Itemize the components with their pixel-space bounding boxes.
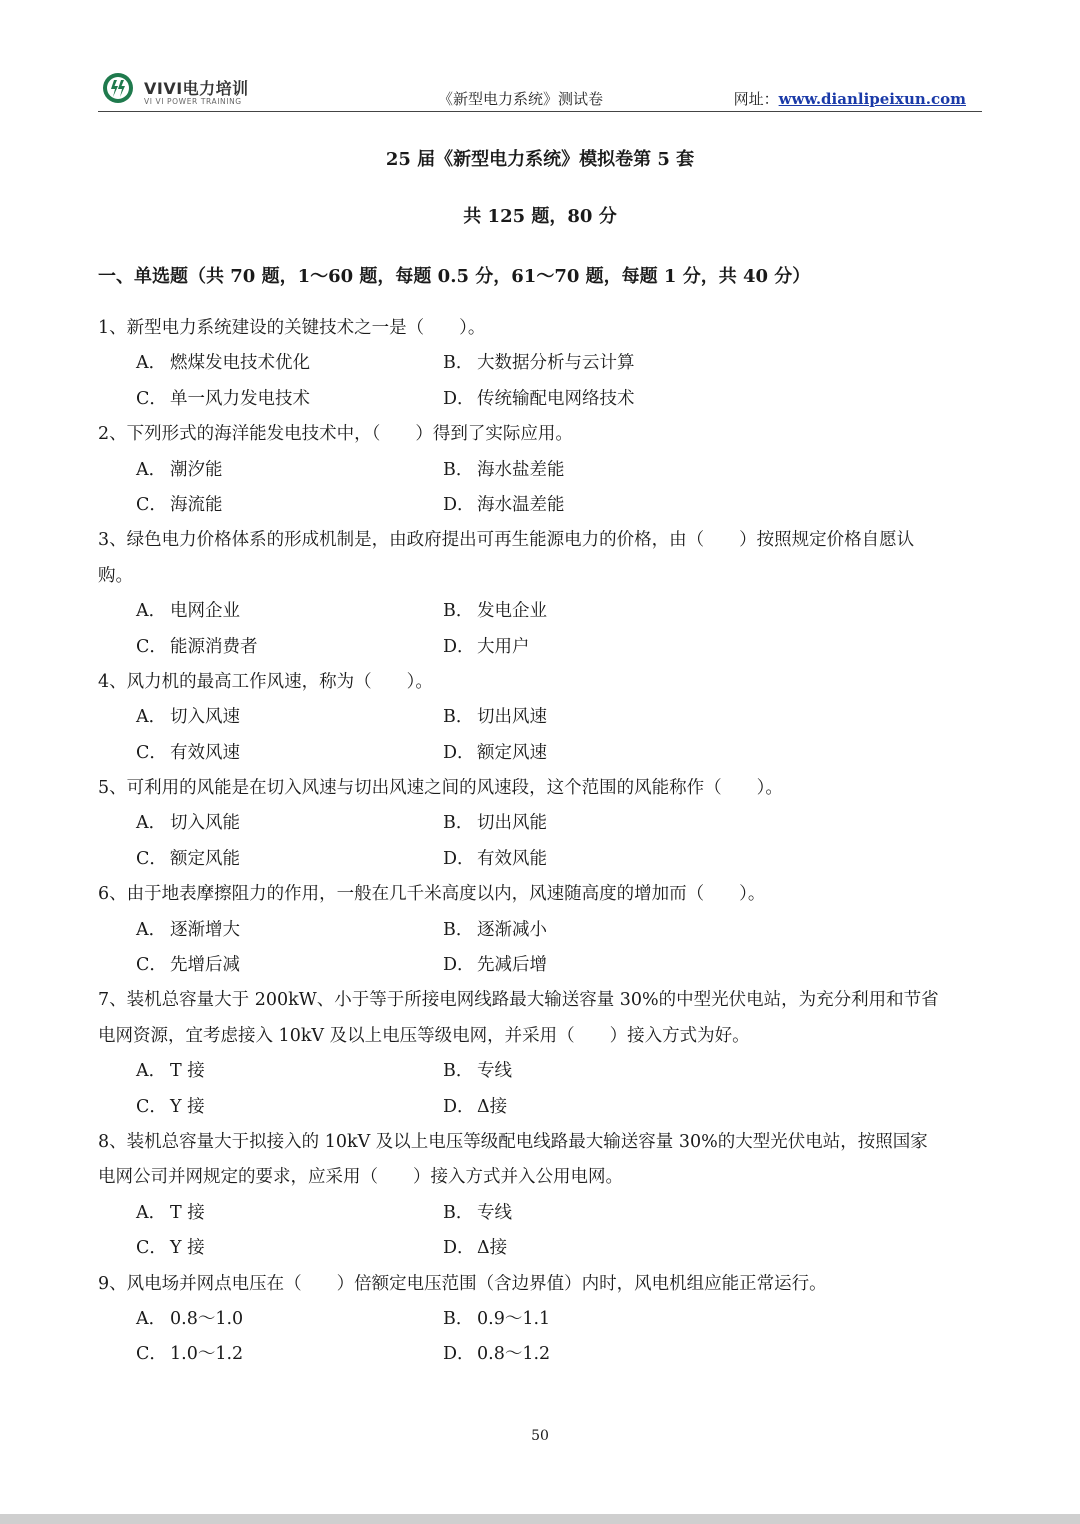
option-letter: C． xyxy=(136,1096,167,1117)
option-letter: C． xyxy=(136,1344,167,1365)
answer-option xyxy=(443,1337,550,1372)
option-row xyxy=(98,1337,982,1372)
option-row xyxy=(98,1302,982,1337)
option-text: 切出风能 xyxy=(477,813,547,834)
option-letter: D． xyxy=(443,494,475,515)
question-item xyxy=(98,771,982,877)
question-text: 6、由于地表摩擦阻力的作用，一般在几千米高度以内，风速随高度的增加而（ ）。 xyxy=(98,884,766,905)
option-text: 专线 xyxy=(477,1202,512,1223)
option-letter: D． xyxy=(443,388,475,409)
option-row xyxy=(98,382,982,417)
option-letter: B． xyxy=(443,1061,474,1082)
option-letter: C． xyxy=(136,388,167,409)
option-row xyxy=(98,948,982,983)
option-letter: D． xyxy=(443,955,475,976)
option-text: 额定风能 xyxy=(170,848,240,869)
option-letter: A． xyxy=(136,353,167,374)
option-text: 切入风能 xyxy=(170,813,240,834)
option-letter: A． xyxy=(136,459,167,480)
answer-option xyxy=(136,1090,205,1125)
answer-option xyxy=(443,1196,512,1231)
question-item xyxy=(98,877,982,983)
answer-option xyxy=(136,346,310,381)
answer-option xyxy=(136,948,240,983)
answer-option xyxy=(136,382,310,417)
option-text: Δ接 xyxy=(477,1096,508,1117)
question-text: 购。 xyxy=(98,565,133,586)
answer-option xyxy=(136,1231,205,1266)
answer-option xyxy=(443,453,565,488)
exam-subtitle: 共 125 题，80 分 xyxy=(463,206,617,227)
option-letter: C． xyxy=(136,955,167,976)
header-divider xyxy=(98,111,982,112)
page-number: 50 xyxy=(531,1428,549,1444)
answer-option xyxy=(443,630,530,665)
option-row xyxy=(98,594,982,629)
answer-option xyxy=(443,913,547,948)
option-text: 大用户 xyxy=(477,636,530,657)
answer-option xyxy=(443,1054,512,1089)
option-text: 1.0～1.2 xyxy=(170,1344,244,1365)
answer-option xyxy=(136,630,258,665)
answer-option xyxy=(136,806,240,841)
question-text: 电网公司并网规定的要求，应采用（ ）接入方式并入公用电网。 xyxy=(98,1167,623,1188)
option-text: 0.9～1.1 xyxy=(477,1308,551,1329)
question-item xyxy=(98,523,982,665)
answer-option xyxy=(136,1337,243,1372)
question-item xyxy=(98,1125,982,1267)
option-text: 切入风速 xyxy=(170,707,240,728)
option-text: 额定风速 xyxy=(477,742,547,763)
option-row xyxy=(98,1196,982,1231)
option-text: Y 接 xyxy=(170,1096,205,1117)
option-letter: B． xyxy=(443,459,474,480)
option-letter: C． xyxy=(136,742,167,763)
answer-option xyxy=(136,1054,205,1089)
website-link[interactable]: www.dianlipeixun.com xyxy=(778,90,966,108)
option-row xyxy=(98,1090,982,1125)
option-letter: A． xyxy=(136,601,167,622)
option-text: 0.8～1.2 xyxy=(477,1344,551,1365)
question-item xyxy=(98,665,982,771)
option-letter: C． xyxy=(136,494,167,515)
answer-option xyxy=(443,948,547,983)
logo-name: VIVI电力培训 xyxy=(144,79,249,98)
bottom-bar xyxy=(0,1514,1080,1524)
answer-option xyxy=(443,700,547,735)
question-text: 4、风力机的最高工作风速，称为（ ）。 xyxy=(98,671,433,692)
answer-option xyxy=(443,382,635,417)
website-label: 网址： xyxy=(733,90,779,108)
option-text: 逐渐减小 xyxy=(477,919,547,940)
answer-option xyxy=(443,594,547,629)
option-row xyxy=(98,700,982,735)
option-letter: A． xyxy=(136,1202,167,1223)
option-letter: A． xyxy=(136,1061,167,1082)
option-text: 电网企业 xyxy=(170,601,240,622)
option-row xyxy=(98,1054,982,1089)
option-text: 逐渐增大 xyxy=(170,919,240,940)
answer-option xyxy=(136,700,240,735)
option-text: 先减后增 xyxy=(477,955,547,976)
answer-option xyxy=(443,1302,550,1337)
option-letter: D． xyxy=(443,1344,475,1365)
section-heading: 一、单选题（共 70 题，1～60 题，每题 0.5 分，61～70 题，每题 1 分，共 40 分） xyxy=(98,266,811,287)
option-letter: B． xyxy=(443,1308,474,1329)
answer-option xyxy=(443,842,547,877)
option-letter: D． xyxy=(443,1096,475,1117)
option-text: 先增后减 xyxy=(170,955,240,976)
option-text: 切出风速 xyxy=(477,707,547,728)
option-row xyxy=(98,842,982,877)
answer-option xyxy=(136,594,240,629)
option-letter: B． xyxy=(443,919,474,940)
answer-option xyxy=(443,736,547,771)
question-text: 3、绿色电力价格体系的形成机制是，由政府提出可再生能源电力的价格，由（ ）按照规定价格自愿认 xyxy=(98,530,915,551)
option-row xyxy=(98,1231,982,1266)
answer-option xyxy=(136,736,240,771)
option-letter: A． xyxy=(136,813,167,834)
option-text: 传统输配电网络技术 xyxy=(477,388,635,409)
answer-option xyxy=(443,1090,507,1125)
option-letter: D． xyxy=(443,636,475,657)
option-letter: D． xyxy=(443,742,475,763)
option-text: 海水温差能 xyxy=(477,494,565,515)
option-text: T 接 xyxy=(170,1202,205,1223)
option-letter: C． xyxy=(136,848,167,869)
question-text: 2、下列形式的海洋能发电技术中，（ ）得到了实际应用。 xyxy=(98,424,573,445)
option-row xyxy=(98,913,982,948)
option-letter: B． xyxy=(443,601,474,622)
option-text: 专线 xyxy=(477,1061,512,1082)
question-text: 9、风电场并网点电压在（ ）倍额定电压范围（含边界值）内时，风电机组应能正常运行。 xyxy=(98,1273,827,1294)
page-header xyxy=(98,64,982,112)
option-letter: B． xyxy=(443,353,474,374)
document-title: 《新型电力系统》测试卷 xyxy=(438,90,604,108)
question-text: 8、装机总容量大于拟接入的 10kV 及以上电压等级配电线路最大输送容量 30%的大型光伏电站，按照国家 xyxy=(98,1131,928,1152)
lightning-logo-icon xyxy=(102,72,134,104)
answer-option xyxy=(136,1302,243,1337)
option-text: 潮汐能 xyxy=(170,459,223,480)
option-letter: C． xyxy=(136,636,167,657)
question-text: 电网资源，宜考虑接入 10kV 及以上电压等级电网，并采用（ ）接入方式为好。 xyxy=(98,1025,750,1046)
option-row xyxy=(98,630,982,665)
logo-subtitle: VI VI POWER TRAINING xyxy=(144,97,242,106)
option-letter: B． xyxy=(443,1202,474,1223)
option-row xyxy=(98,488,982,523)
option-row xyxy=(98,346,982,381)
option-letter: D． xyxy=(443,848,475,869)
question-text: 1、新型电力系统建设的关键技术之一是（ ）。 xyxy=(98,318,486,338)
option-row xyxy=(98,806,982,841)
option-text: Y 接 xyxy=(170,1238,205,1259)
option-text: T 接 xyxy=(170,1061,205,1082)
answer-option xyxy=(136,488,223,523)
exam-title: 25 届《新型电力系统》模拟卷第 5 套 xyxy=(385,149,695,170)
option-text: 有效风能 xyxy=(477,848,547,869)
answer-option xyxy=(443,806,547,841)
website xyxy=(734,88,966,109)
option-letter: A． xyxy=(136,919,167,940)
option-text: 大数据分析与云计算 xyxy=(477,353,635,374)
option-text: 0.8～1.0 xyxy=(170,1308,244,1329)
answer-option xyxy=(136,453,223,488)
option-row xyxy=(98,736,982,771)
question-list xyxy=(98,311,982,1373)
option-text: 燃煤发电技术优化 xyxy=(170,353,310,374)
question-item xyxy=(98,311,982,417)
question-item xyxy=(98,983,982,1125)
question-text: 5、可利用的风能是在切入风速与切出风速之间的风速段，这个范围的风能称作（ ）。 xyxy=(98,778,783,799)
option-text: 海水盐差能 xyxy=(477,459,565,480)
option-letter: A． xyxy=(136,1308,167,1329)
brand-logo xyxy=(98,68,268,108)
option-letter: B． xyxy=(443,707,474,728)
question-text: 7、装机总容量大于 200kW、小于等于所接电网线路最大输送容量 30%的中型光伏电站，为充分利用和节省 xyxy=(98,990,939,1011)
option-row xyxy=(98,453,982,488)
option-letter: B． xyxy=(443,813,474,834)
option-text: 有效风速 xyxy=(170,742,240,763)
question-item xyxy=(98,1267,982,1373)
option-text: 海流能 xyxy=(170,494,223,515)
answer-option xyxy=(443,1231,507,1266)
answer-option xyxy=(136,913,240,948)
option-letter: D． xyxy=(443,1238,475,1259)
option-text: 单一风力发电技术 xyxy=(170,388,310,409)
answer-option xyxy=(443,488,565,523)
answer-option xyxy=(136,1196,205,1231)
option-text: 发电企业 xyxy=(477,601,547,622)
option-text: Δ接 xyxy=(477,1238,508,1259)
option-letter: A． xyxy=(136,707,167,728)
option-text: 能源消费者 xyxy=(170,636,258,657)
answer-option xyxy=(136,842,240,877)
option-letter: C． xyxy=(136,1238,167,1259)
answer-option xyxy=(443,346,635,381)
question-item xyxy=(98,417,982,523)
